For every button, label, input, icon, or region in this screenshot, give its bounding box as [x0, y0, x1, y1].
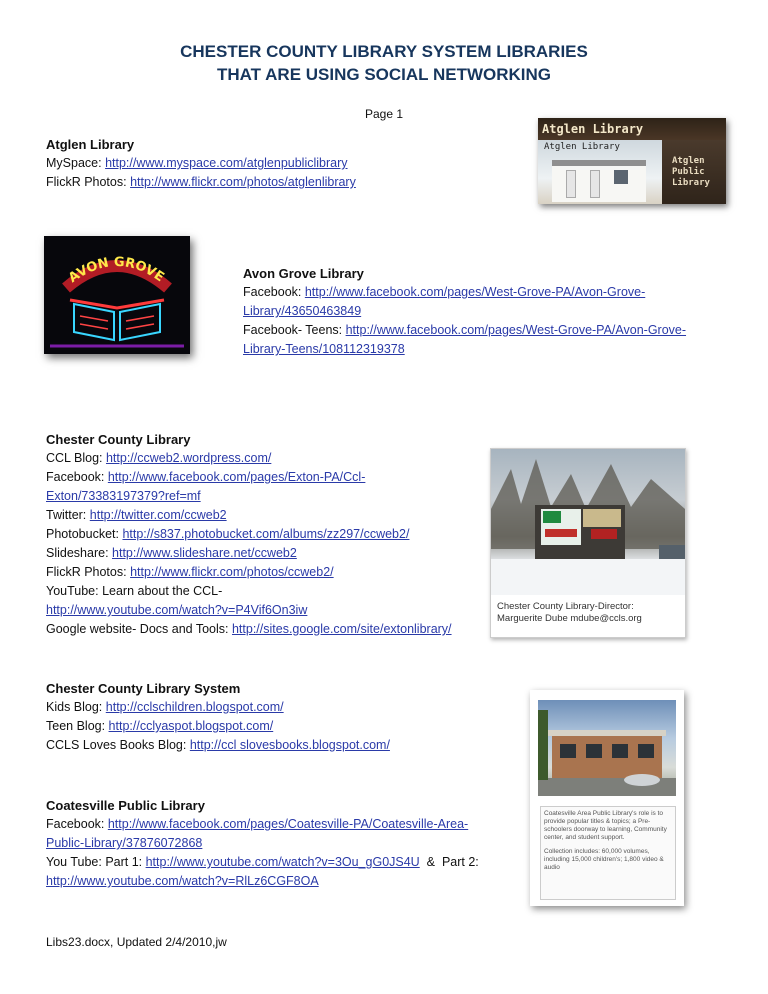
- ccl-heading: Chester County Library: [46, 432, 191, 447]
- ccl-facebook-link-part2[interactable]: Exton/73383197379?ref=mf: [46, 489, 201, 503]
- atglen-side-text-2: Public: [672, 167, 705, 177]
- ccl-facebook-link-part1[interactable]: http://www.facebook.com/pages/Exton-PA/Ccl-: [107, 470, 366, 484]
- coatesville-youtube-part2-link[interactable]: http://www.youtube.com/watch?v=RlLz6CGF8OA: [46, 874, 319, 888]
- avon-facebook-teens-link-part2[interactable]: Library-Teens/108112319378: [243, 342, 405, 356]
- coatesville-photo-scene: [538, 700, 676, 796]
- coatesville-facebook-link-part1[interactable]: http://www.facebook.com/pages/Coatesville-PA/Coatesville-Area-: [107, 817, 469, 831]
- avon-facebook-link-part2[interactable]: Library/43650463849: [243, 304, 362, 318]
- footer-text: Libs23.docx, Updated 2/4/2010,jw: [46, 935, 227, 949]
- ccls-books-blog-link[interactable]: http://ccl slovesbooks.blogspot.com/: [189, 738, 390, 752]
- ccls-heading: Chester County Library System: [46, 681, 241, 696]
- coatesville-card-text-1: Coatesville Area Public Library's role is to provide popular titles & topics; a Pre-schoolers doorway to learning, Community center, and student support.: [544, 810, 667, 841]
- document-title: [0, 40, 768, 86]
- ccl-photo-caption-1: Chester County Library-Director:: [497, 601, 634, 612]
- ccl-youtube-text: YouTube: Learn about the CCL-: [46, 584, 223, 598]
- neon-sign-graphic: [44, 236, 190, 354]
- ccl-twitter-link[interactable]: http://twitter.com/ccweb2: [89, 508, 227, 522]
- atglen-heading: Atglen Library: [46, 137, 135, 152]
- atglen-sign-text: Atglen Library: [544, 142, 620, 152]
- avon-grove-neon-photo: [44, 236, 190, 354]
- atglen-flickr-line: FlickR Photos: http://www.flickr.com/photos/atglenlibrary: [46, 175, 356, 189]
- ccl-flickr-link[interactable]: http://www.flickr.com/photos/ccweb2/: [130, 565, 334, 579]
- ccl-photo-caption-2: Marguerite Dube mdube@ccls.org: [497, 613, 642, 624]
- coatesville-youtube-part1-link[interactable]: http://www.youtube.com/watch?v=3Ou_gG0JS4U: [145, 855, 420, 869]
- atglen-side-text-1: Atglen: [672, 156, 705, 166]
- ccls-teen-blog-link[interactable]: http://cclyaspot.blogspot.com/: [108, 719, 274, 733]
- avon-facebook-teens-link-part1[interactable]: http://www.facebook.com/pages/West-Grove-PA/Avon-Grove-: [345, 323, 687, 337]
- ccl-photo-scene: [491, 449, 685, 595]
- avon-facebook-link-part1[interactable]: http://www.facebook.com/pages/West-Grove-PA/Avon-Grove-: [304, 285, 646, 299]
- ccl-section: Chester County Library CCL Blog: http://ccweb2.wordpress.com/ Facebook: http://www.facebook.com/pages/Exton-PA/Ccl- Exton/73383197379?ref=mf Twitter: http://twitter.com/ccweb2 Photobucket: http://s837.photobucket.com/albums/zz297/ccweb2/ Slideshare: http://www.slideshare.net/ccweb2 FlickR Photos: http://www.flickr.com/photos/ccweb2/ YouTube: Learn about the CCL- http://www.youtube.com/watch?v=P4Vif6On3iw Google website- Docs and Tools: http://sites.google.com/site/extonlibrary/: [46, 432, 452, 636]
- chester-county-library-photo: [490, 448, 686, 638]
- ccl-blog-link[interactable]: http://ccweb2.wordpress.com/: [105, 451, 272, 465]
- ccl-youtube-link[interactable]: http://www.youtube.com/watch?v=P4Vif6On3iw: [46, 603, 308, 617]
- ccls-section: Chester County Library System Kids Blog: http://cclschildren.blogspot.com/ Teen Blog: http://cclyaspot.blogspot.com/ CCLS Loves Books Blog: http://ccl slovesbooks.blogspot.com/: [46, 681, 390, 752]
- title-line-1: CHESTER COUNTY LIBRARY SYSTEM LIBRARIES: [180, 42, 588, 61]
- ccl-photobucket-link[interactable]: http://s837.photobucket.com/albums/zz297/ccweb2/: [122, 527, 410, 541]
- atglen-banner-text: Atglen Library: [542, 122, 644, 136]
- page-number: Page 1: [365, 107, 404, 121]
- ccls-kids-blog-link[interactable]: http://cclschildren.blogspot.com/: [105, 700, 284, 714]
- atglen-myspace-line: MySpace: http://www.myspace.com/atglenpubliclibrary: [46, 156, 348, 170]
- atglen-side-text-3: Library: [672, 178, 710, 188]
- title-line-2: THAT ARE USING SOCIAL NETWORKING: [216, 65, 551, 84]
- atglen-flickr-link[interactable]: http://www.flickr.com/photos/atglenlibrary: [130, 175, 356, 189]
- avon-grove-heading: Avon Grove Library: [243, 266, 364, 281]
- atglen-myspace-link[interactable]: http://www.myspace.com/atglenpubliclibrary: [105, 156, 348, 170]
- neon-text: AVON GROVE: [66, 254, 167, 287]
- ccl-slideshare-link[interactable]: http://www.slideshare.net/ccweb2: [112, 546, 297, 560]
- avon-grove-section: Avon Grove Library Facebook: http://www.facebook.com/pages/West-Grove-PA/Avon-Grove- Library/43650463849 Facebook- Teens: http://www.facebook.com/pages/West-Grove-PA/Avon-Grove- Library-Teens/108112319378: [243, 266, 687, 356]
- coatesville-library-card: [530, 690, 684, 906]
- coatesville-section: Coatesville Public Library Facebook: http://www.facebook.com/pages/Coatesville-PA/Coatesville-Area- Public-Library/37876072868 You Tube: Part 1: http://www.youtube.com/watch?v=3Ou_gG0JS4U & Part 2: http://www.youtube.com/watch?v=RlLz6CGF8OA: [46, 798, 479, 888]
- coatesville-heading: Coatesville Public Library: [46, 798, 205, 813]
- coatesville-card-text-2: Collection includes: 60,000 volumes, including 15,000 children's; 1,800 video & audio: [544, 848, 664, 871]
- ccl-google-site-link[interactable]: http://sites.google.com/site/extonlibrary/: [231, 622, 452, 636]
- atglen-section: [46, 135, 356, 192]
- atglen-library-photo: [538, 118, 726, 204]
- coatesville-facebook-link-part2[interactable]: Public-Library/37876072868: [46, 836, 203, 850]
